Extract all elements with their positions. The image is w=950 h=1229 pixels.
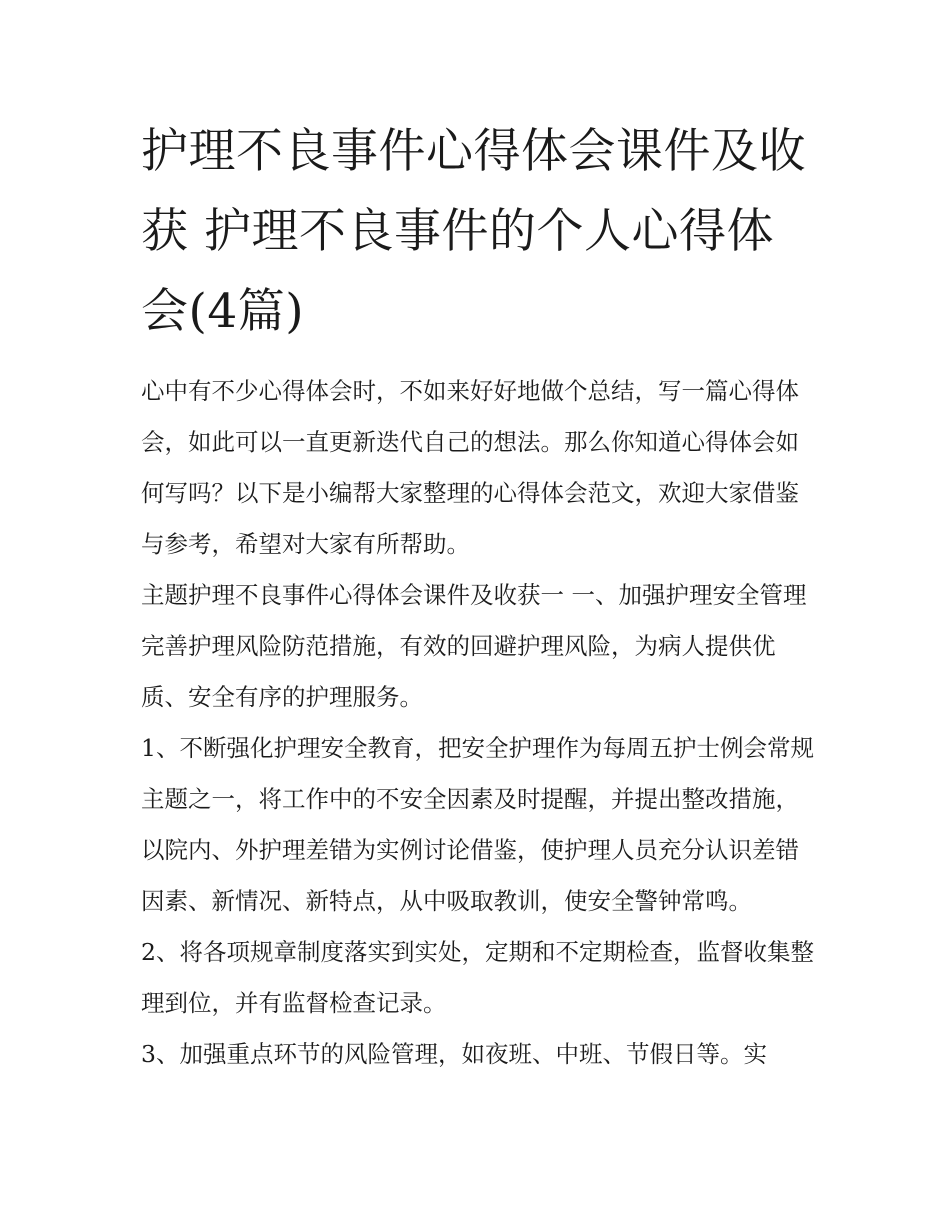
paragraph-item-1: 1、不断强化护理安全教育，把安全护理作为每周五护士例会常规主题之一，将工作中的不安全因素及时提醒，并提出整改措施，以院内、外护理差错为实例讨论借鉴，使护理人员充分认识差错因素、新情况、新特点，从中吸取教训，使安全警钟常鸣。 [141,734,814,915]
paragraph-item-2: 2、将各项规章制度落实到实处，定期和不定期检查，监督收集整理到位，并有监督检查记录。 [141,938,814,1017]
paragraph-topic-one: 主题护理不良事件心得体会课件及收获一 一、加强护理安全管理 完善护理风险防范措施，有效的回避护理风险，为病人提供优质、安全有序的护理服务。 [141,581,807,711]
document-title: 护理不良事件心得体会课件及收获 护理不良事件的个人心得体会(4篇) [141,124,806,339]
paragraph-intro: 心中有不少心得体会时，不如来好好地做个总结，写一篇心得体会，如此可以一直更新迭代自己的想法。那么你知道心得体会如何写吗？以下是小编帮大家整理的心得体会范文，欢迎大家借鉴与参考，希望对大家有所帮助。 [141,377,799,558]
paragraph-item-3: 3、加强重点环节的风险管理，如夜班、中班、节假日等。实 [141,1040,767,1068]
document-body [141,112,821,1080]
